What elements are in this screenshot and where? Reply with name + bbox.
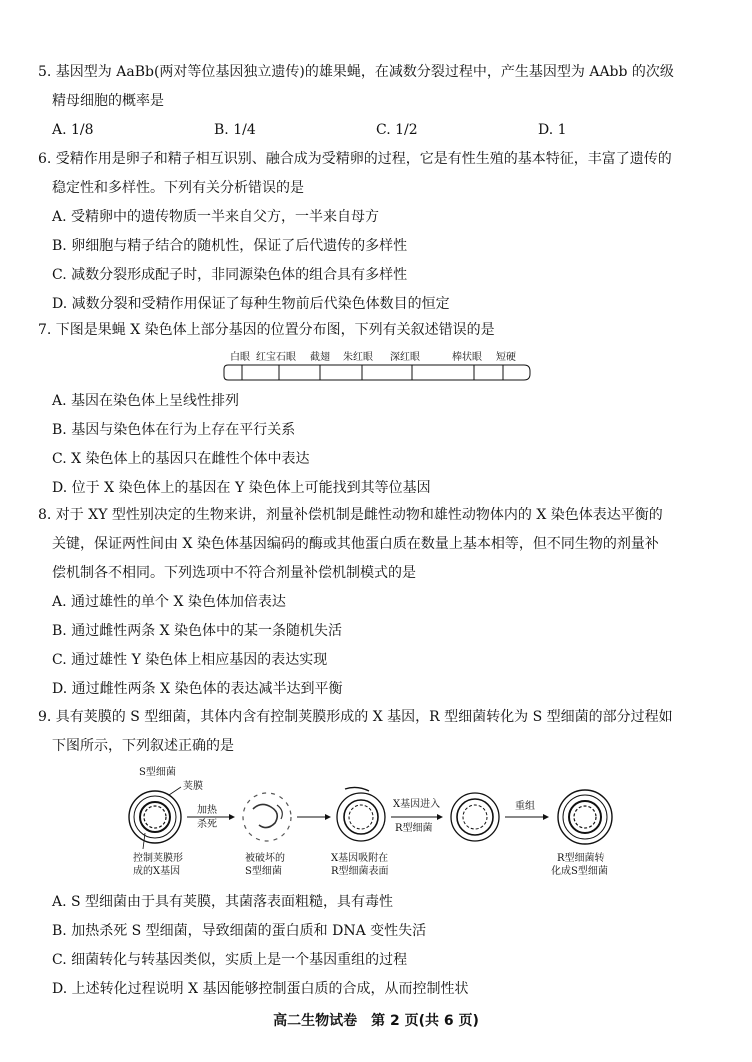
label-adsorb-line1: X基因吸附在 [331, 853, 389, 864]
option-c: C. 减数分裂形成配子时，非同源染色体的组合具有多样性 [52, 267, 408, 283]
label-kill: 杀死 [197, 819, 217, 830]
gene-label-cut-wing: 截翅 [310, 352, 330, 363]
label-enter-line1: X基因进入 [393, 799, 441, 810]
option-d: D. 1 [538, 122, 567, 138]
gene-label-short-bristle: 短硬 [496, 352, 516, 363]
options-row [38, 116, 718, 145]
option-b: B. 卵细胞与精子结合的随机性，保证了后代遗传的多样性 [52, 238, 408, 254]
label-transform-line1: R型细菌转 [557, 853, 605, 864]
question-stem-line: 8. 对于 XY 型性别决定的生物来讲，剂量补偿机制是雌性动物和雄性动物体内的 X 染色体表达平衡的 [38, 507, 663, 523]
s-bacterium-cell [129, 791, 181, 843]
question-stem-line: 下图所示，下列叙述正确的是 [52, 738, 234, 754]
question-stem-line: 精母细胞的概率是 [52, 93, 164, 109]
option-c: C. X 染色体上的基因只在雌性个体中表达 [52, 451, 310, 467]
option-a: A. 受精卵中的遗传物质一半来自父方，一半来自母方 [52, 209, 380, 225]
label-broken-line1: 被破坏的 [245, 853, 285, 864]
option-a: A. 基因在染色体上呈线性排列 [52, 393, 240, 409]
option-b: B. 基因与染色体在行为上存在平行关系 [52, 422, 296, 438]
page-footer: 高二生物试卷 第 2 页(共 6 页) [273, 1013, 479, 1029]
question-stem-line: 稳定性和多样性。下列有关分析错误的是 [52, 180, 304, 196]
question-7-options [38, 387, 718, 503]
option-a: A. 1/8 [52, 122, 94, 138]
gene-label-vermilion-eye: 朱红眼 [343, 352, 373, 363]
question-stem-line: 5. 基因型为 AaBb(两对等位基因独立遗传)的雄果蝇，在减数分裂过程中，产生基因型为 AAbb 的次级 [38, 64, 674, 80]
option-b: B. 加热杀死 S 型细菌，导致细菌的蛋白质和 DNA 变性失活 [52, 923, 427, 939]
label-enter-line2: R型细菌 [395, 823, 433, 834]
option-d: D. 减数分裂和受精作用保证了每种生物前后代染色体数目的恒定 [52, 296, 450, 312]
r-bacterium-adsorbed [337, 787, 385, 841]
label-s-bacteria: S型细菌 [139, 767, 176, 778]
question-stem-line: 7. 下图是果蝇 X 染色体上部分基因的位置分布图，下列有关叙述错误的是 [38, 322, 495, 338]
question-6 [38, 145, 718, 319]
label-recombination: 重组 [515, 801, 535, 812]
r-bacterium-gene-entered [451, 793, 499, 841]
gene-locus-marks [242, 365, 503, 380]
x-chromosome-gene-map [222, 346, 532, 386]
option-c: C. 细菌转化与转基因类似，实质上是一个基因重组的过程 [52, 952, 408, 968]
option-d: D. 通过雌性两条 X 染色体的表达减半达到平衡 [52, 681, 343, 697]
option-b: B. 1/4 [214, 122, 256, 138]
question-stem-line: 关键，保证两性间由 X 染色体基因编码的酶或其他蛋白质在数量上基本相等，但不同生物的剂量补 [52, 536, 659, 552]
label-transform-line2: 化成S型细菌 [551, 866, 608, 877]
question-5 [38, 58, 718, 145]
broken-s-bacterium [243, 793, 291, 841]
gene-label-white-eye: 白眼 [230, 352, 250, 363]
question-stem-line: 6. 受精作用是卵子和精子相互识别、融合成为受精卵的过程，它是有性生殖的基本特征，丰富了遗传的 [38, 151, 672, 167]
question-7 [38, 316, 718, 345]
transformed-s-bacterium [558, 790, 612, 844]
option-a: A. S 型细菌由于具有荚膜，其菌落表面粗糙，具有毒性 [52, 894, 394, 910]
gene-label-ruby-eye: 红宝石眼 [256, 352, 296, 363]
question-9-options [38, 888, 718, 1004]
label-heat: 加热 [197, 805, 217, 816]
option-a: A. 通过雄性的单个 X 染色体加倍表达 [52, 594, 286, 610]
question-9 [38, 703, 718, 761]
label-gene-line2: 成的X基因 [133, 866, 181, 877]
label-broken-line2: S型细菌 [245, 866, 282, 877]
label-capsule: 荚膜 [183, 781, 203, 792]
option-b: B. 通过雌性两条 X 染色体中的某一条随机失活 [52, 623, 343, 639]
gene-label-dark-red-eye: 深红眼 [390, 352, 420, 363]
gene-label-bar-eye: 棒状眼 [452, 352, 482, 363]
option-c: C. 通过雄性 Y 染色体上相应基因的表达实现 [52, 652, 328, 668]
bacteria-transformation-diagram [125, 765, 645, 880]
option-d: D. 上述转化过程说明 X 基因能够控制蛋白质的合成，从而控制性状 [52, 981, 469, 997]
option-c: C. 1/2 [376, 122, 418, 138]
question-stem-line: 9. 具有荚膜的 S 型细菌，其体内含有控制荚膜形成的 X 基因，R 型细菌转化为 S 型细菌的部分过程如 [38, 709, 673, 725]
label-adsorb-line2: R型细菌表面 [331, 866, 389, 877]
option-d: D. 位于 X 染色体上的基因在 Y 染色体上可能找到其等位基因 [52, 480, 431, 496]
chromosome-bar [224, 365, 530, 380]
question-8 [38, 501, 718, 704]
label-gene-line1: 控制荚膜形 [133, 853, 183, 864]
question-stem-line: 偿机制各不相同。下列选项中不符合剂量补偿机制模式的是 [52, 565, 416, 581]
